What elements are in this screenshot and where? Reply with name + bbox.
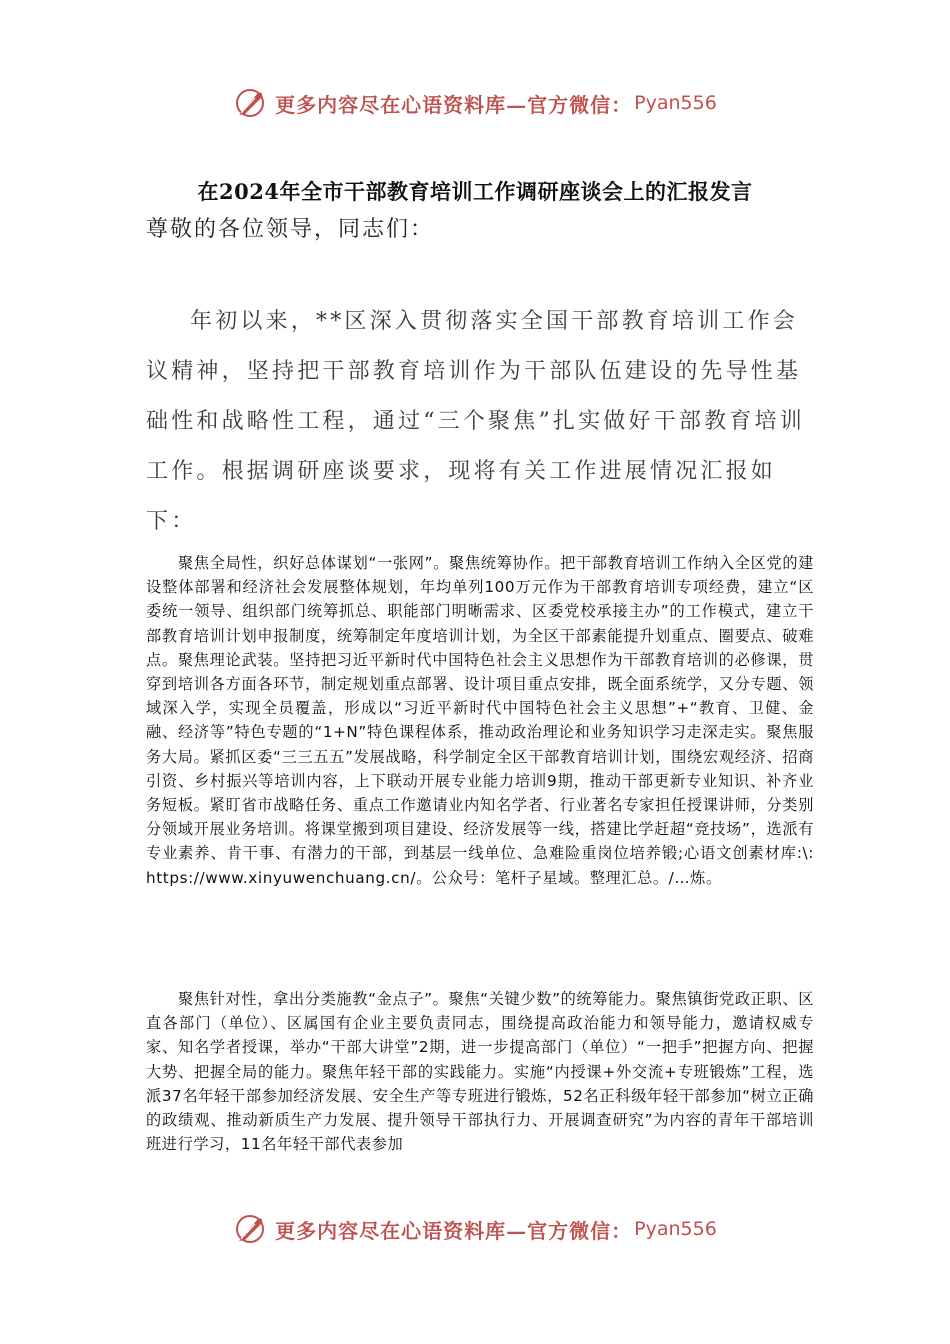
intro-paragraph: 年初以来，**区深入贯彻落实全国干部教育培训工作会议精神，坚持把干部教育培训作为干部队伍建设的先导性基础性和战略性工程，通过“三个聚焦”扎实做好干部教育培训工作。根据调研座谈要求，现将有关工作进展情况汇报如下： [146,309,805,534]
watermark-account: Pyan556 [634,92,717,114]
watermark-account: Pyan556 [634,1218,717,1240]
quill-pen-logo-icon [233,86,267,120]
watermark-text: 更多内容尽在心语资料库—官方微信： [275,1218,633,1243]
footer-watermark [0,1209,950,1249]
watermark-text: 更多内容尽在心语资料库—官方微信： [275,92,633,117]
header-watermark [0,83,950,123]
document-title: 在2024年全市干部教育培训工作调研座谈会上的汇报发言 [197,179,753,204]
body-paragraph: 聚焦针对性，拿出分类施教“金点子”。聚焦“关键少数”的统筹能力。聚焦镇街党政正职、区直各部门（单位）、区属国有企业主要负责同志，围绕提高政治能力和领导能力，邀请权威专家、知名学者授课，举办“干部大讲堂”2期，进一步提高部门（单位）“一把手”把握方向、把握大势、把握全局的能力。聚焦年轻干部的实践能力。实施“内授课+外交流+专班锻炼”工程，选派37名年轻干部参加经济发展、安全生产等专班进行锻炼，52名正科级年轻干部参加“树立正确的政绩观、推动新质生产力发展、提升领导干部执行力、开展调查研究”为内容的青年干部培训班进行学习，11名年轻干部代表参加 [146,990,814,1154]
salutation: 尊敬的各位领导，同志们： [146,217,435,242]
quill-pen-logo-icon [233,1212,267,1246]
body-paragraph: 聚焦全局性，织好总体谋划“一张网”。聚焦统筹协作。把干部教育培训工作纳入全区党的建设整体部署和经济社会发展整体规划，年均单列100万元作为干部教育培训专项经费，建立“区委统一领导、组织部门统筹抓总、职能部门明晰需求、区委党校承接主办”的工作模式，建立干部教育培训计划申报制度，统筹制定年度培训计划，为全区干部素能提升划重点、圈要点、破难点。聚焦理论武装。坚持把习近平新时代中国特色社会主义思想作为干部教育培训的必修课，贯穿到培训各方面各环节，制定规划重点部署、设计项目重点安排，既全面系统学，又分专题、领域深入学，实现全员覆盖，形成以“习近平新时代中国特色社会主义思想”+“教育、卫健、金融、经济等”特色专题的“1+N”特色课程体系，推动政治理论和业务知识学习走深走实。聚焦服务大局。紧抓区委“三三五五”发展战略，科学制定全区干部教育培训计划，围绕宏观经济、招商引资、乡村振兴等培训内容，上下联动开展专业能力培训9期，推动干部更新专业知识、补齐业务短板。紧盯省市战略任务、重点工作邀请业内知名学者、行业著名专家担任授课讲师，分类别分领域开展业务培训。将课堂搬到项目建设、经济发展等一线，搭建比学赶超“竞技场”，选派有专业素养、肯干事、有潜力的干部，到基层一线单位、急难险重岗位培养锻;心语文创素材库:\: https://www.xinyuwenchuang.cn/。公众号：笔杆子星域。整理汇总。/…炼。 [146,554,814,887]
